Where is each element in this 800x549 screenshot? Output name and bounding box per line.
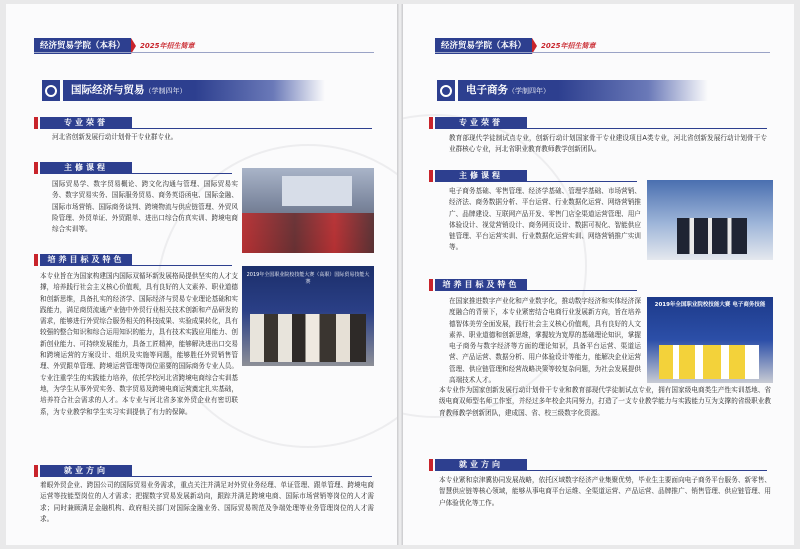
- employment-text: 着眼外贸企业、跨国公司的国际贸易业务需求，重点关注并满足对外贸业务经理、单证管理、跟单管理、跨境电商运营等技能型岗位的人才需求；把握数字贸易发展新动向，跟踪并满足跨境电商、国际市场营销等岗位的人才需求；同时兼顾满足金融机构、政府相关部门对国际金融业务、国际贸易规范及争端处理等业务管理岗位的人才需求。: [40, 481, 374, 523]
- major-bar-tail: [558, 80, 708, 101]
- major-duration: （学制四年）: [144, 87, 187, 95]
- year-label: 2025年招生简章: [140, 42, 195, 50]
- major-title-bar: [42, 80, 325, 101]
- section-cap: [34, 162, 38, 174]
- section-cap: [429, 170, 433, 182]
- section-cap: [429, 117, 433, 129]
- major-duration: （学制四年）: [508, 87, 550, 95]
- competition-photo: [242, 266, 374, 366]
- features-text: 教育部现代学徒制试点专业，创新行动计划国家骨干专业建设项目A类专业，河北省创新发展行动计划骨干专业群核心专业，河北省职业教育教师教学创新团队。: [449, 134, 767, 154]
- features-text: 河北省创新发展行动计划骨干专业群专业。: [52, 133, 178, 141]
- ecommerce-competition-photo: [647, 297, 773, 383]
- section-cap: [34, 465, 38, 477]
- people-group: [677, 218, 747, 254]
- section-title-employment: 就业方向: [435, 459, 527, 471]
- courses-text: 电子商务基础、零售管理、经济学基础、管理学基础、市场营销、经济法、商务数据分析、平台运营、行业数据化运营、网络营销推广、品牌建设、互联网产品开发、零售门店全渠道运营管理、用户体验设计、视觉营销设计、商务网页设计、数据可视化、智能供应链管理、平台运营实训、行业数据化运营实训、网络营销推广实训等。: [449, 187, 641, 252]
- award-winners: [250, 314, 366, 362]
- employment-text: 本专业紧和京津冀协同发展战略，依托区域数字经济产业集聚优势，毕业生主要面向电子商务平台服务、新零售、智慧供应链等核心领域，能够从事电商平台运维、全渠道运营、产品运营、品牌推广、销售管理、供应链管理、用户体验优化等工作。: [439, 476, 771, 507]
- section-cap: [429, 459, 433, 471]
- section-rule: [527, 470, 767, 471]
- section-rule: [132, 476, 372, 477]
- section-title-features: 专业荣誉: [435, 117, 527, 129]
- section-rule: [527, 128, 767, 129]
- ceremony-photo: [647, 180, 773, 260]
- major-name: 电子商务（学制四年）: [458, 80, 558, 101]
- projection-screen: [282, 176, 352, 206]
- right-page: [403, 4, 794, 545]
- section-title-courses: 主修课程: [435, 170, 527, 182]
- section-rule: [132, 173, 232, 174]
- goals-extra-text: 本专业作为国家创新发展行动计划骨干专业和教育部现代学徒制试点专业，拥有国家级电商类生产性实训基地、省级电商双师型名师工作室，并经过多年校企共同努力，打造了一支专业教学能力与实践能力互为支撑的省级职业教育教师教学创新团队，建成国、省、校三级数字化资源。: [439, 386, 771, 417]
- major-bar-tail: [195, 80, 325, 101]
- major-name: 国际经济与贸易（学制四年）: [63, 80, 195, 101]
- section-cap: [34, 117, 38, 129]
- header-rule: [34, 52, 374, 53]
- section-title-features: 专业荣誉: [40, 117, 132, 129]
- brochure-spread: [6, 4, 794, 545]
- section-title-courses: 主修课程: [40, 162, 132, 174]
- courses-text: 国际贸易学、数字贸易概论、跨文化沟通与管理、国际贸易实务、数字贸易实务、国际服务贸易、商务英语函电、国际金融、国际市场营销、国际商务谈判、跨境物流与供应链管理、外贸风险管理、外贸单证、外贸跟单、进出口综合仿真实训、跨境电商综合实训等。: [52, 180, 238, 234]
- students-group: [242, 213, 374, 253]
- left-page: [6, 4, 397, 545]
- section-rule: [132, 265, 232, 266]
- section-cap: [429, 279, 433, 291]
- competition-banner: 2019年全国职业院校技能大赛（高职）国际贸易技能大赛: [246, 272, 370, 285]
- classroom-photo: [242, 168, 374, 253]
- students-yellow-shirts: [659, 345, 759, 379]
- goals-text: 在国家推进数字产业化和产业数字化，推动数字经济和实体经济深度融合的背景下，本专业紧密结合电商行业发展新方向，旨在培养德智体美劳全面发展，践行社会主义核心价值观，具有良好的人文素养、职业道德和创新思维，掌握较为宽厚的基础理论知识，掌握电子商务与数字经济等方面的理论知识，具备平台运营、渠道运营、产品运营、数据分析、用户体验设计等能力，能解决企业运营管理、供应链管理和经营战略决策等较复杂问题，为社会发展提供高端技术人才。: [449, 297, 641, 385]
- college-label: 经济贸易学院（本科）: [34, 38, 131, 54]
- section-title-goals: 培养目标及特色: [40, 254, 132, 266]
- year-label: 2025年招生简章: [541, 42, 596, 50]
- goals-text: 本专业旨在为国家构建国内国际双循环新发展格局提供坚实的人才支撑，培养践行社会主义核心价值观，具有良好的人文素养、职业道德和创新思维，具备扎实的经济学、国际经济与贸易专业理论基础和实践能力，满足商贸流通产业链中外贸行业相关技术创新和产品研发的需求，能够进行外贸综合服务相关的科技成果、实验成果转化，具有较强的整合知识和综合运用知识的能力，具有技术实践应用能力、创新创业能力、可持续发展能力，具备工匠精神，能够解决进出口交易和跨境运营的方案设计、组织及实施等问题，能够胜任外贸销售管理、外贸跟单管理、跨境运营管理等岗位需要的国际商务专业人员。专业注重学生的实践能力培养，依托学校河北省跨境电商综合实训基地，为学生从事外贸实务、数字贸易及跨境电商运营奠定扎实基础，培养符合社会需求的人才。本专业与河北省多家外贸企业有密切联系，为专业教学和学生实习实训提供了有力的保障。: [40, 272, 238, 416]
- section-cap: [34, 254, 38, 266]
- section-title-employment: 就业方向: [40, 465, 132, 477]
- ring-icon: [437, 80, 455, 101]
- section-rule: [527, 290, 637, 291]
- section-title-goals: 培养目标及特色: [435, 279, 527, 291]
- header-rule: [435, 52, 770, 53]
- ring-icon: [42, 80, 60, 101]
- section-rule: [132, 128, 372, 129]
- college-label: 经济贸易学院（本科）: [435, 38, 532, 54]
- major-title-bar: [437, 80, 708, 101]
- competition-banner: 2019年全国职业院校技能大赛 电子商务技能: [654, 302, 766, 308]
- section-rule: [527, 181, 637, 182]
